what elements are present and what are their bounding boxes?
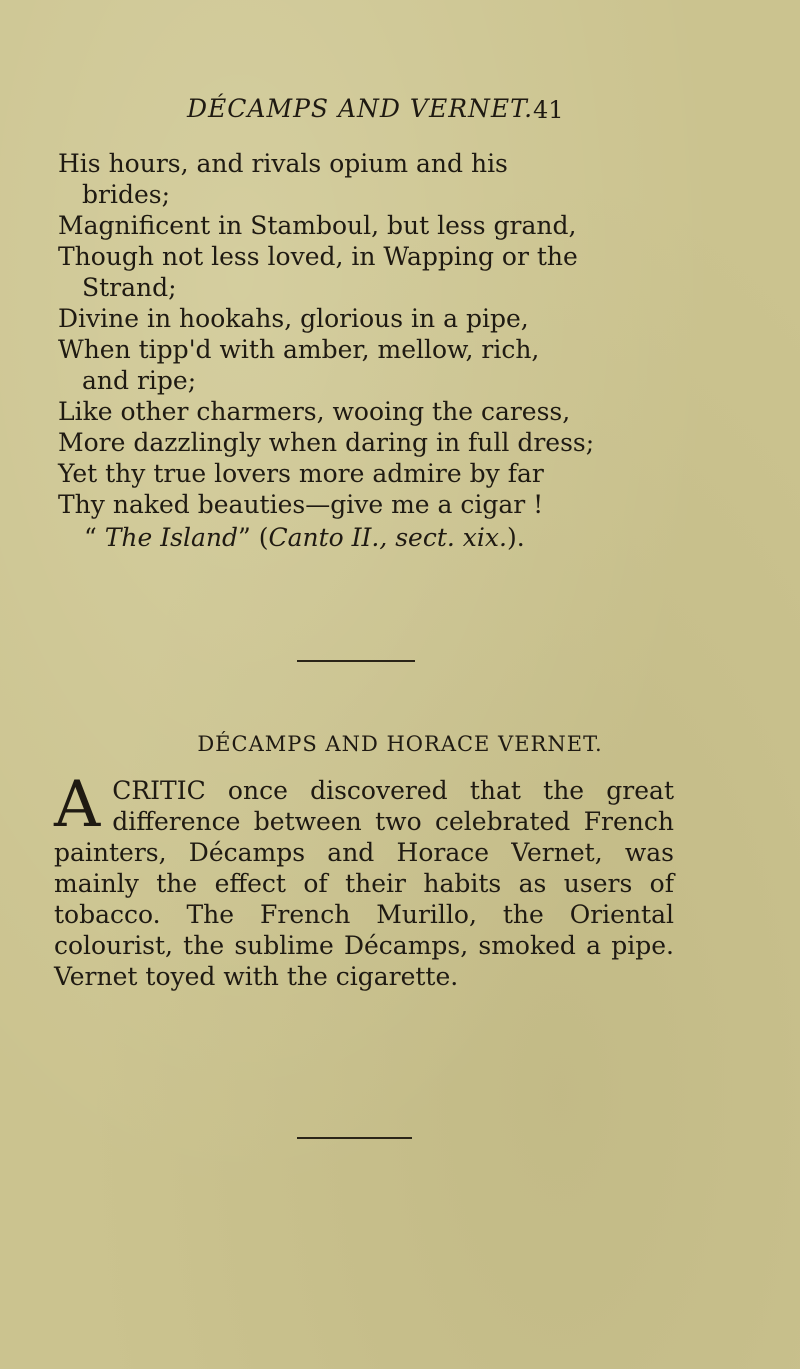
poem-line: Though not less loved, in Wapping or the [58, 242, 578, 271]
poem-citation [58, 522, 738, 553]
page-number: 41 [533, 96, 564, 124]
poem-line: Strand; [82, 273, 177, 302]
end-rule [297, 1137, 412, 1139]
citation-end: ). [506, 523, 525, 552]
citation-section: sect. xix. [387, 523, 507, 552]
citation-close-quote: ” ( [237, 523, 269, 552]
poem-line: His hours, and rivals opium and his [58, 149, 508, 178]
poem-line: brides; [82, 180, 171, 209]
poem-line: Like other charmers, wooing the caress, [58, 397, 571, 426]
citation-canto: Canto II., [268, 523, 388, 552]
poem-block [58, 148, 738, 553]
poem-line: Magnificent in Stamboul, but less grand, [58, 211, 577, 240]
citation-work-title: The Island [104, 523, 238, 552]
running-title: DÉCAMPS AND VERNET. [187, 94, 534, 123]
poem-line: Divine in hookahs, glorious in a pipe, [58, 304, 529, 333]
drop-cap: A [54, 768, 101, 842]
poem-line: When tipp'd with amber, mellow, rich, [58, 335, 540, 364]
body-paragraph: CRITIC once discovered that the great difference between two celebrated French painters, Décamps and Horace Vernet, was mainly the effect of their habits as users of tobacco. The French Murillo, the Oriental colourist, the sublime Décamps, smoked a pipe. Vernet toyed with the cigarette. [54, 776, 674, 991]
running-head [0, 94, 800, 134]
poem-line: and ripe; [82, 366, 197, 395]
citation-open-quote: “ [84, 523, 105, 552]
poem-line: Yet thy true lovers more admire by far [58, 459, 544, 488]
poem-line: Thy naked beauties—give me a cigar ! [58, 490, 544, 519]
poem-line: More dazzlingly when daring in full dress; [58, 428, 595, 457]
section-body [54, 768, 674, 992]
section-heading: DÉCAMPS AND HORACE VERNET. [197, 732, 603, 756]
section-divider-rule [297, 660, 415, 662]
